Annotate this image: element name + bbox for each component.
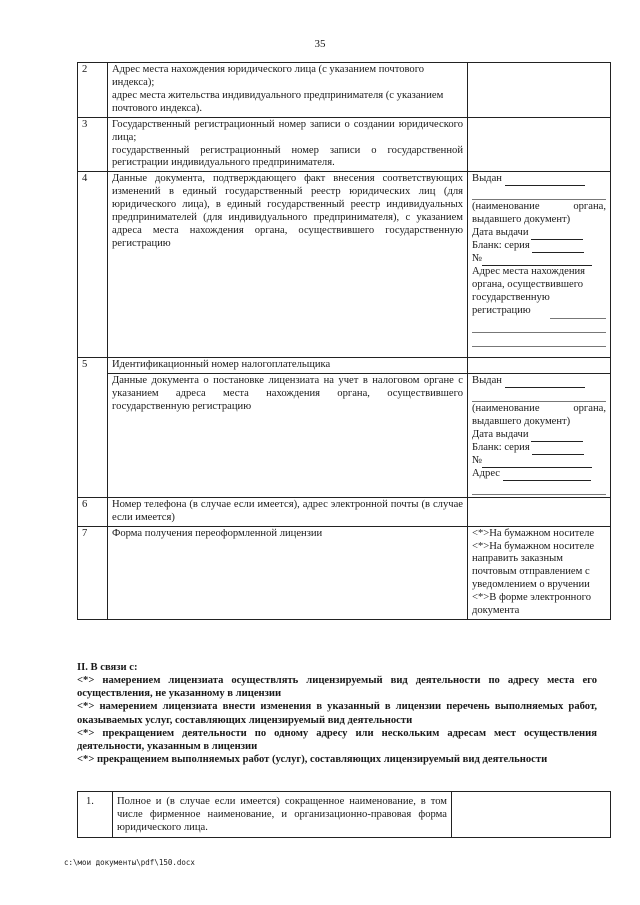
- address-label: Адрес места нахождения органа, осуществившего государственную регистрацию: [472, 265, 586, 316]
- table-row: [78, 172, 611, 358]
- table-row: [78, 497, 611, 526]
- license-data-table: [77, 62, 611, 620]
- tax-document-details-cell: [468, 374, 611, 497]
- issuer-note: (наименование органа, выдавшего документ): [472, 403, 606, 428]
- issue-date-field[interactable]: [531, 431, 583, 442]
- table-row: [78, 117, 611, 172]
- issue-date-label: Дата выдачи: [472, 429, 529, 441]
- number-label: №: [472, 252, 483, 264]
- issued-field-line[interactable]: [472, 187, 606, 200]
- reason-option[interactable]: <*> прекращением деятельности по одному адресу или нескольким адресам мест осуществления деятельности, указанным в лицензии: [77, 727, 597, 752]
- table-row: [78, 526, 611, 619]
- row-value-cell[interactable]: [468, 358, 611, 374]
- row-number: 4: [78, 172, 108, 358]
- issued-field-line[interactable]: [472, 389, 606, 402]
- row-number: 7: [78, 526, 108, 619]
- blank-series-field[interactable]: [532, 242, 584, 253]
- issued-label: Выдан: [472, 173, 502, 185]
- row-value-cell[interactable]: [468, 497, 611, 526]
- address-field-line[interactable]: [472, 334, 606, 347]
- entity-name-table: [77, 791, 611, 838]
- table-row: [78, 792, 611, 838]
- reason-option[interactable]: <*> намерением лицензиата внести изменения в указанный в лицензии перечень выполняемых работ, оказываемых услуг, составляющих лицензируемый вид деятельности: [77, 701, 597, 726]
- reason-option[interactable]: <*> намерением лицензиата осуществлять лицензируемый вид деятельности по адресу места его осуществления, не указанному в лицензии: [77, 675, 597, 700]
- issued-label: Выдан: [472, 375, 502, 387]
- receipt-form-options: [468, 526, 611, 619]
- issue-date-label: Дата выдачи: [472, 227, 529, 239]
- table-row: [78, 358, 611, 374]
- row-label: Государственный регистрационный номер записи о создании юридического лица; государственный регистрационный номер записи о государственной регистрации индивидуального предпринимателя.: [108, 117, 468, 172]
- issued-field[interactable]: [505, 377, 585, 388]
- table-row: [78, 63, 611, 118]
- row-number: 5: [78, 358, 108, 497]
- table-row: [78, 374, 611, 497]
- address-field[interactable]: [503, 470, 591, 481]
- row-label: Адрес места нахождения юридического лица (с указанием почтового индекса); адрес места жительства индивидуального предпринимателя (с указанием почтового индекса).: [108, 63, 468, 118]
- row-label: Полное и (в случае если имеется) сокращенное наименование, в том числе фирменное наименование, и организационно-правовая форма юридического лица.: [113, 792, 452, 838]
- page-number: 35: [314, 38, 326, 50]
- row-label: Данные документа, подтверждающего факт внесения соответствующих изменений в единый государственный реестр юридических лиц (для юридического лица), в единый государственный реестр индивидуальных предпринимателей (для индивидуального предпринимателя), с указанием адреса места нахождения органа, осуществившего государственную регистрацию: [108, 172, 468, 358]
- row-number: 2: [78, 63, 108, 118]
- reason-option[interactable]: <*> прекращением выполняемых работ (услуг), составляющих лицензируемый вид деятельности: [77, 753, 548, 765]
- row-value-cell[interactable]: [468, 117, 611, 172]
- row-number: 1.: [78, 792, 113, 838]
- row-label: Форма получения переоформленной лицензии: [108, 526, 468, 619]
- issued-field[interactable]: [505, 175, 585, 186]
- row-value-cell[interactable]: [452, 792, 611, 838]
- row-label: Данные документа о постановке лицензиата на учет в налоговом органе с указанием адреса места нахождения органа, осуществившего государственную регистрацию: [108, 374, 468, 497]
- option-paper-mail[interactable]: <*>На бумажном носителе направить заказным почтовым отправлением с уведомлением о вручении: [472, 540, 595, 591]
- file-path-footer: c:\мои документы\pdf\150.docx: [64, 858, 195, 867]
- blank-series-label: Бланк: серия: [472, 441, 530, 453]
- number-field[interactable]: [482, 457, 592, 468]
- row-label: Номер телефона (в случае если имеется), адрес электронной почты (в случае если имеется): [108, 497, 468, 526]
- row-value-cell[interactable]: [468, 63, 611, 118]
- address-field[interactable]: [550, 306, 606, 319]
- option-electronic[interactable]: <*>В форме электронного документа: [472, 592, 592, 617]
- number-field[interactable]: [482, 255, 592, 266]
- blank-series-label: Бланк: серия: [472, 240, 530, 252]
- section-ii: [77, 661, 597, 766]
- address-field-line[interactable]: [472, 320, 606, 333]
- document-details-cell: [468, 172, 611, 358]
- issue-date-field[interactable]: [531, 229, 583, 240]
- blank-series-field[interactable]: [532, 444, 584, 455]
- row-number: 6: [78, 497, 108, 526]
- number-label: №: [472, 454, 483, 466]
- address-label: Адрес: [472, 467, 501, 479]
- row-number: 3: [78, 117, 108, 172]
- address-field-line[interactable]: [472, 482, 606, 495]
- option-paper[interactable]: <*>На бумажном носителе: [472, 527, 595, 539]
- row-label: Идентификационный номер налогоплательщика: [108, 358, 468, 374]
- issuer-note: (наименование органа, выдавшего документ): [472, 201, 606, 226]
- section-title: II. В связи с:: [77, 662, 138, 673]
